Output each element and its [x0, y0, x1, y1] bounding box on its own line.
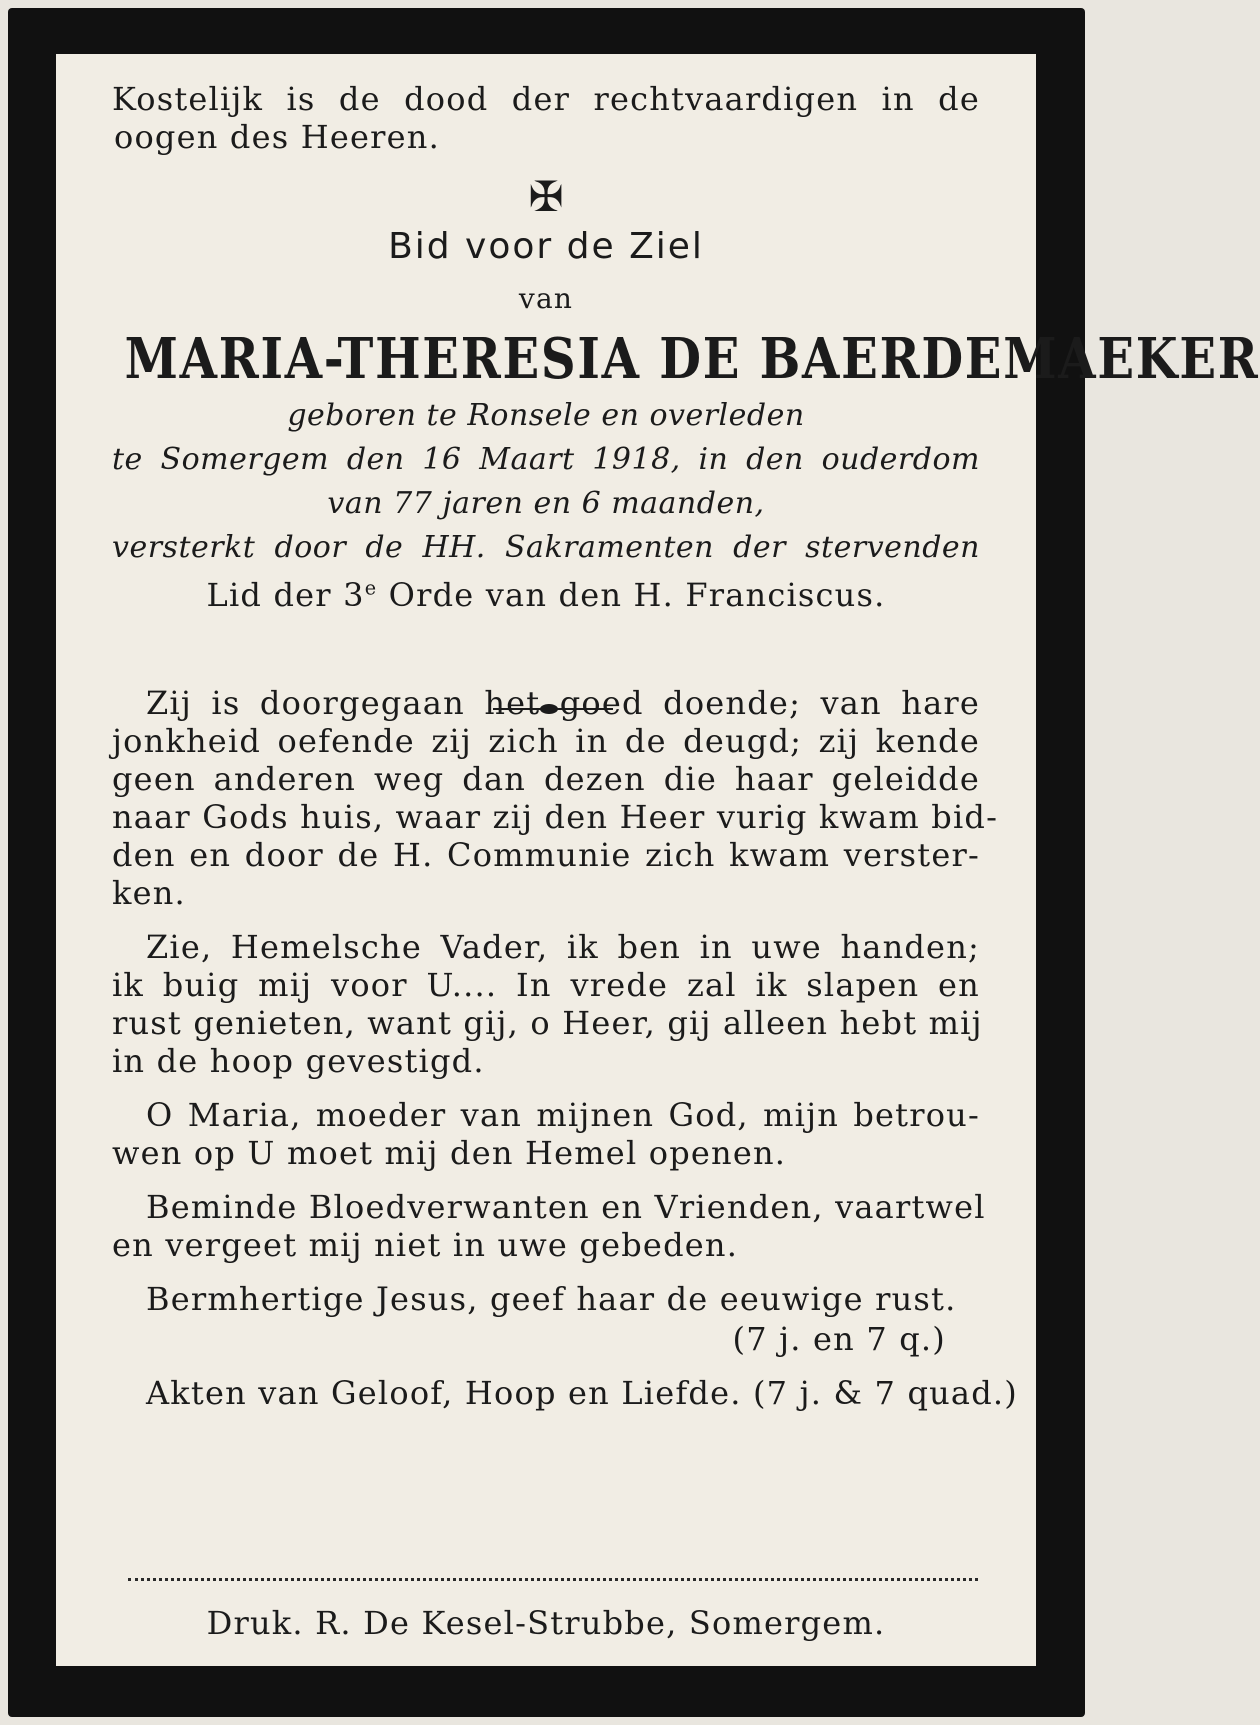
van-text: van: [518, 282, 574, 315]
dotted-divider: [128, 1578, 978, 1581]
paragraph-1-line-3: geen anderen weg dan dezen die haar geleidde: [112, 760, 980, 798]
paragraph-2-line-4: in de hoop gevestigd.: [112, 1042, 485, 1080]
paragraph-1-line-5: den en door de H. Communie zich kwam verster-: [112, 836, 980, 874]
paragraph-1-line-1: Zij is doorgegaan het goed doende; van hare: [146, 684, 980, 722]
epigraph-line-1: Kostelijk is de dood der rechtvaardigen in de: [112, 80, 980, 118]
cross-icon: ✠: [528, 172, 564, 221]
paragraph-3-line-1: O Maria, moeder van mijnen God, mijn betrou-: [146, 1096, 980, 1134]
order-post: Orde van den H. Franciscus.: [377, 576, 886, 614]
paragraph-2-line-2: ik buig mij voor U.... In vrede zal ik slapen en: [112, 966, 980, 1004]
order-superscript: e: [364, 576, 378, 600]
paragraph-1-line-4: naar Gods huis, waar zij den Heer vurig kwam bid-: [112, 798, 999, 836]
printer-imprint: Druk. R. De Kesel-Strubbe, Somergem.: [206, 1604, 886, 1642]
paragraph-2-line-3: rust genieten, want gij, o Heer, gij alleen hebt mij: [112, 1004, 983, 1042]
paragraph-1-line-6: ken.: [112, 874, 186, 912]
bio-line-2: te Somergem den 16 Maart 1918, in den ouderdom: [112, 442, 980, 477]
paragraph-4-line-1: Beminde Bloedverwanten en Vrienden, vaartwel: [146, 1188, 986, 1226]
prayer-request: Bid voor de Ziel: [388, 226, 704, 267]
deceased-name: MARIA-THERESIA DE BAERDEMAEKER: [124, 326, 1260, 392]
order-membership: [56, 576, 1036, 614]
order-pre: Lid der 3: [206, 576, 365, 614]
bio-line-4: versterkt door de HH. Sakramenten der stervenden: [112, 530, 980, 565]
mourning-card-border: [8, 8, 1260, 1717]
paragraph-2-line-1: Zie, Hemelsche Vader, ik ben in uwe handen;: [146, 928, 980, 966]
indulgence-note: (7 j. en 7 q.): [732, 1320, 946, 1358]
paragraph-4-line-2: en vergeet mij niet in uwe gebeden.: [112, 1226, 739, 1264]
bio-line-3: van 77 jaren en 6 maanden,: [327, 486, 765, 521]
closing-prayer: Bermhertige Jesus, geef haar de eeuwige rust.: [146, 1280, 957, 1318]
paragraph-1-line-2: jonkheid oefende zij zich in de deugd; zij kende: [112, 722, 980, 760]
acts-of-faith: Akten van Geloof, Hoop en Liefde. (7 j. & 7 quad.): [146, 1374, 1018, 1412]
epigraph-line-2: oogen des Heeren.: [114, 118, 440, 156]
memorial-card: [56, 54, 1260, 1666]
bio-line-1: geboren te Ronsele en overleden: [287, 398, 805, 433]
paragraph-3-line-2: wen op U moet mij den Hemel openen.: [112, 1134, 787, 1172]
